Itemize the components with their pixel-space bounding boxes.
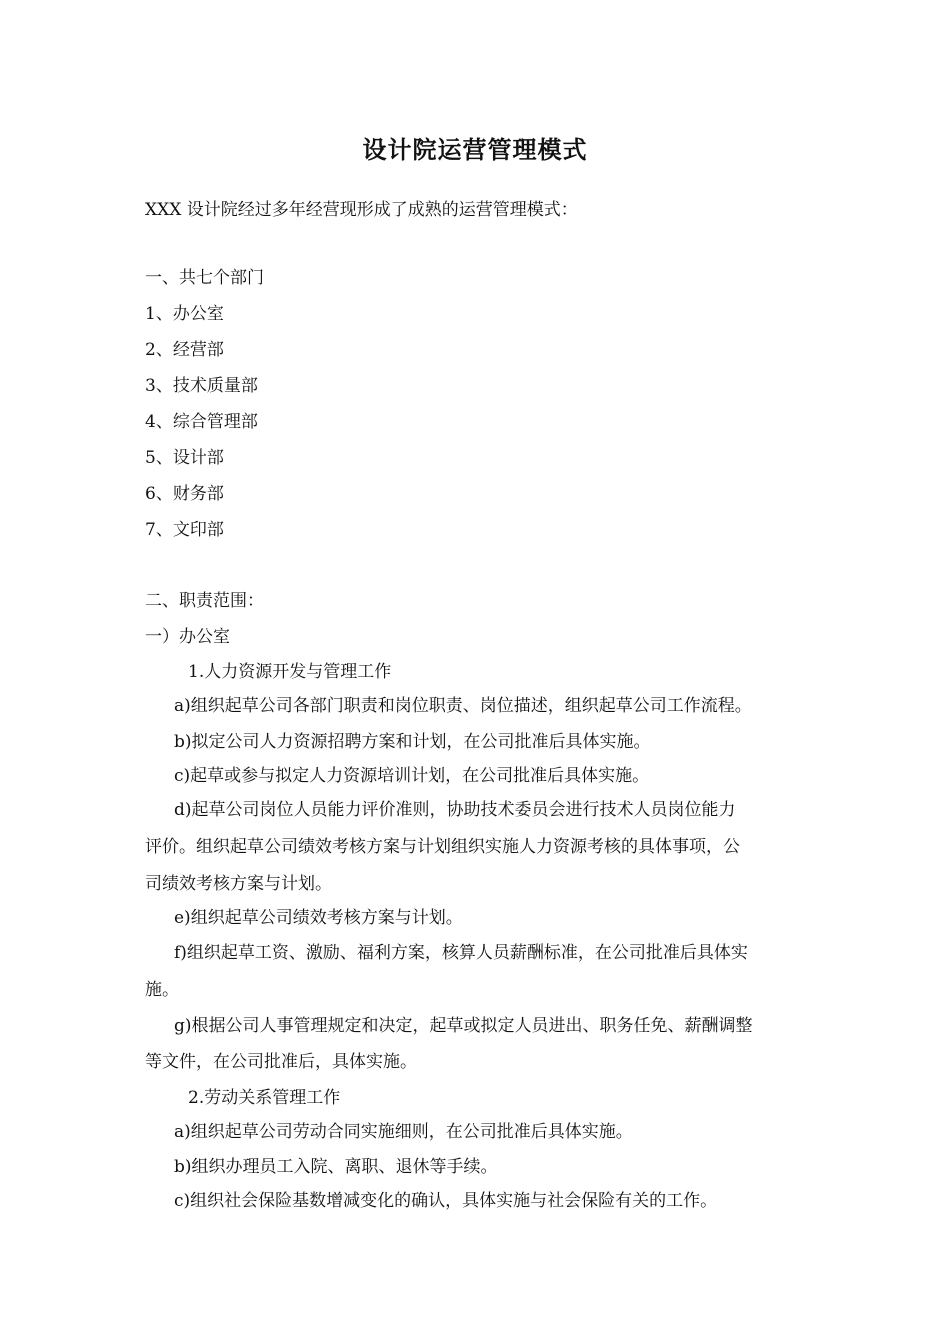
paragraph-line: c)起草或参与拟定人力资源培训计划，在公司批准后具体实施。 (174, 766, 650, 786)
subsection-heading-office: 一）办公室 (145, 627, 230, 647)
department-item: 6、财务部 (145, 484, 224, 504)
paragraph-line: b)组织办理员工入院、离职、退休等手续。 (174, 1157, 498, 1177)
section-heading-departments: 一、共七个部门 (145, 268, 264, 288)
section-heading-responsibilities: 二、职责范围： (145, 591, 264, 611)
department-item: 3、技术质量部 (145, 376, 258, 396)
paragraph-line: e)组织起草公司绩效考核方案与计划。 (174, 908, 463, 928)
item-heading-hr: 1.人力资源开发与管理工作 (188, 662, 392, 682)
paragraph-line: f)组织起草工资、激励、福利方案，核算人员薪酬标准，在公司批准后具体实 (174, 943, 748, 963)
item-heading-labor: 2.劳动关系管理工作 (188, 1088, 341, 1108)
document-title: 设计院运营管理模式 (362, 135, 588, 164)
paragraph-line: 等文件，在公司批准后，具体实施。 (145, 1052, 417, 1072)
paragraph-line: 评价。组织起草公司绩效考核方案与计划组织实施人力资源考核的具体事项，公 (145, 837, 740, 857)
paragraph-line: d)起草公司岗位人员能力评价准则，协助技术委员会进行技术人员岗位能力 (174, 800, 736, 820)
intro-paragraph: XXX 设计院经过多年经营现形成了成熟的运营管理模式： (145, 200, 578, 220)
paragraph-line: 司绩效考核方案与计划。 (145, 874, 332, 894)
paragraph-line: b)拟定公司人力资源招聘方案和计划，在公司批准后具体实施。 (174, 732, 651, 752)
department-item: 2、经营部 (145, 340, 224, 360)
paragraph-line: g)根据公司人事管理规定和决定，起草或拟定人员进出、职务任免、薪酬调整 (174, 1016, 753, 1036)
department-item: 4、综合管理部 (145, 412, 258, 432)
department-item: 1、办公室 (145, 304, 224, 324)
paragraph-line: c)组织社会保险基数增减变化的确认，具体实施与社会保险有关的工作。 (174, 1191, 718, 1211)
department-item: 7、文印部 (145, 520, 224, 540)
paragraph-line: a)组织起草公司劳动合同实施细则，在公司批准后具体实施。 (174, 1122, 633, 1142)
paragraph-line: 施。 (145, 980, 179, 1000)
paragraph-line: a)组织起草公司各部门职责和岗位职责、岗位描述，组织起草公司工作流程。 (174, 696, 752, 716)
department-item: 5、设计部 (145, 448, 224, 468)
